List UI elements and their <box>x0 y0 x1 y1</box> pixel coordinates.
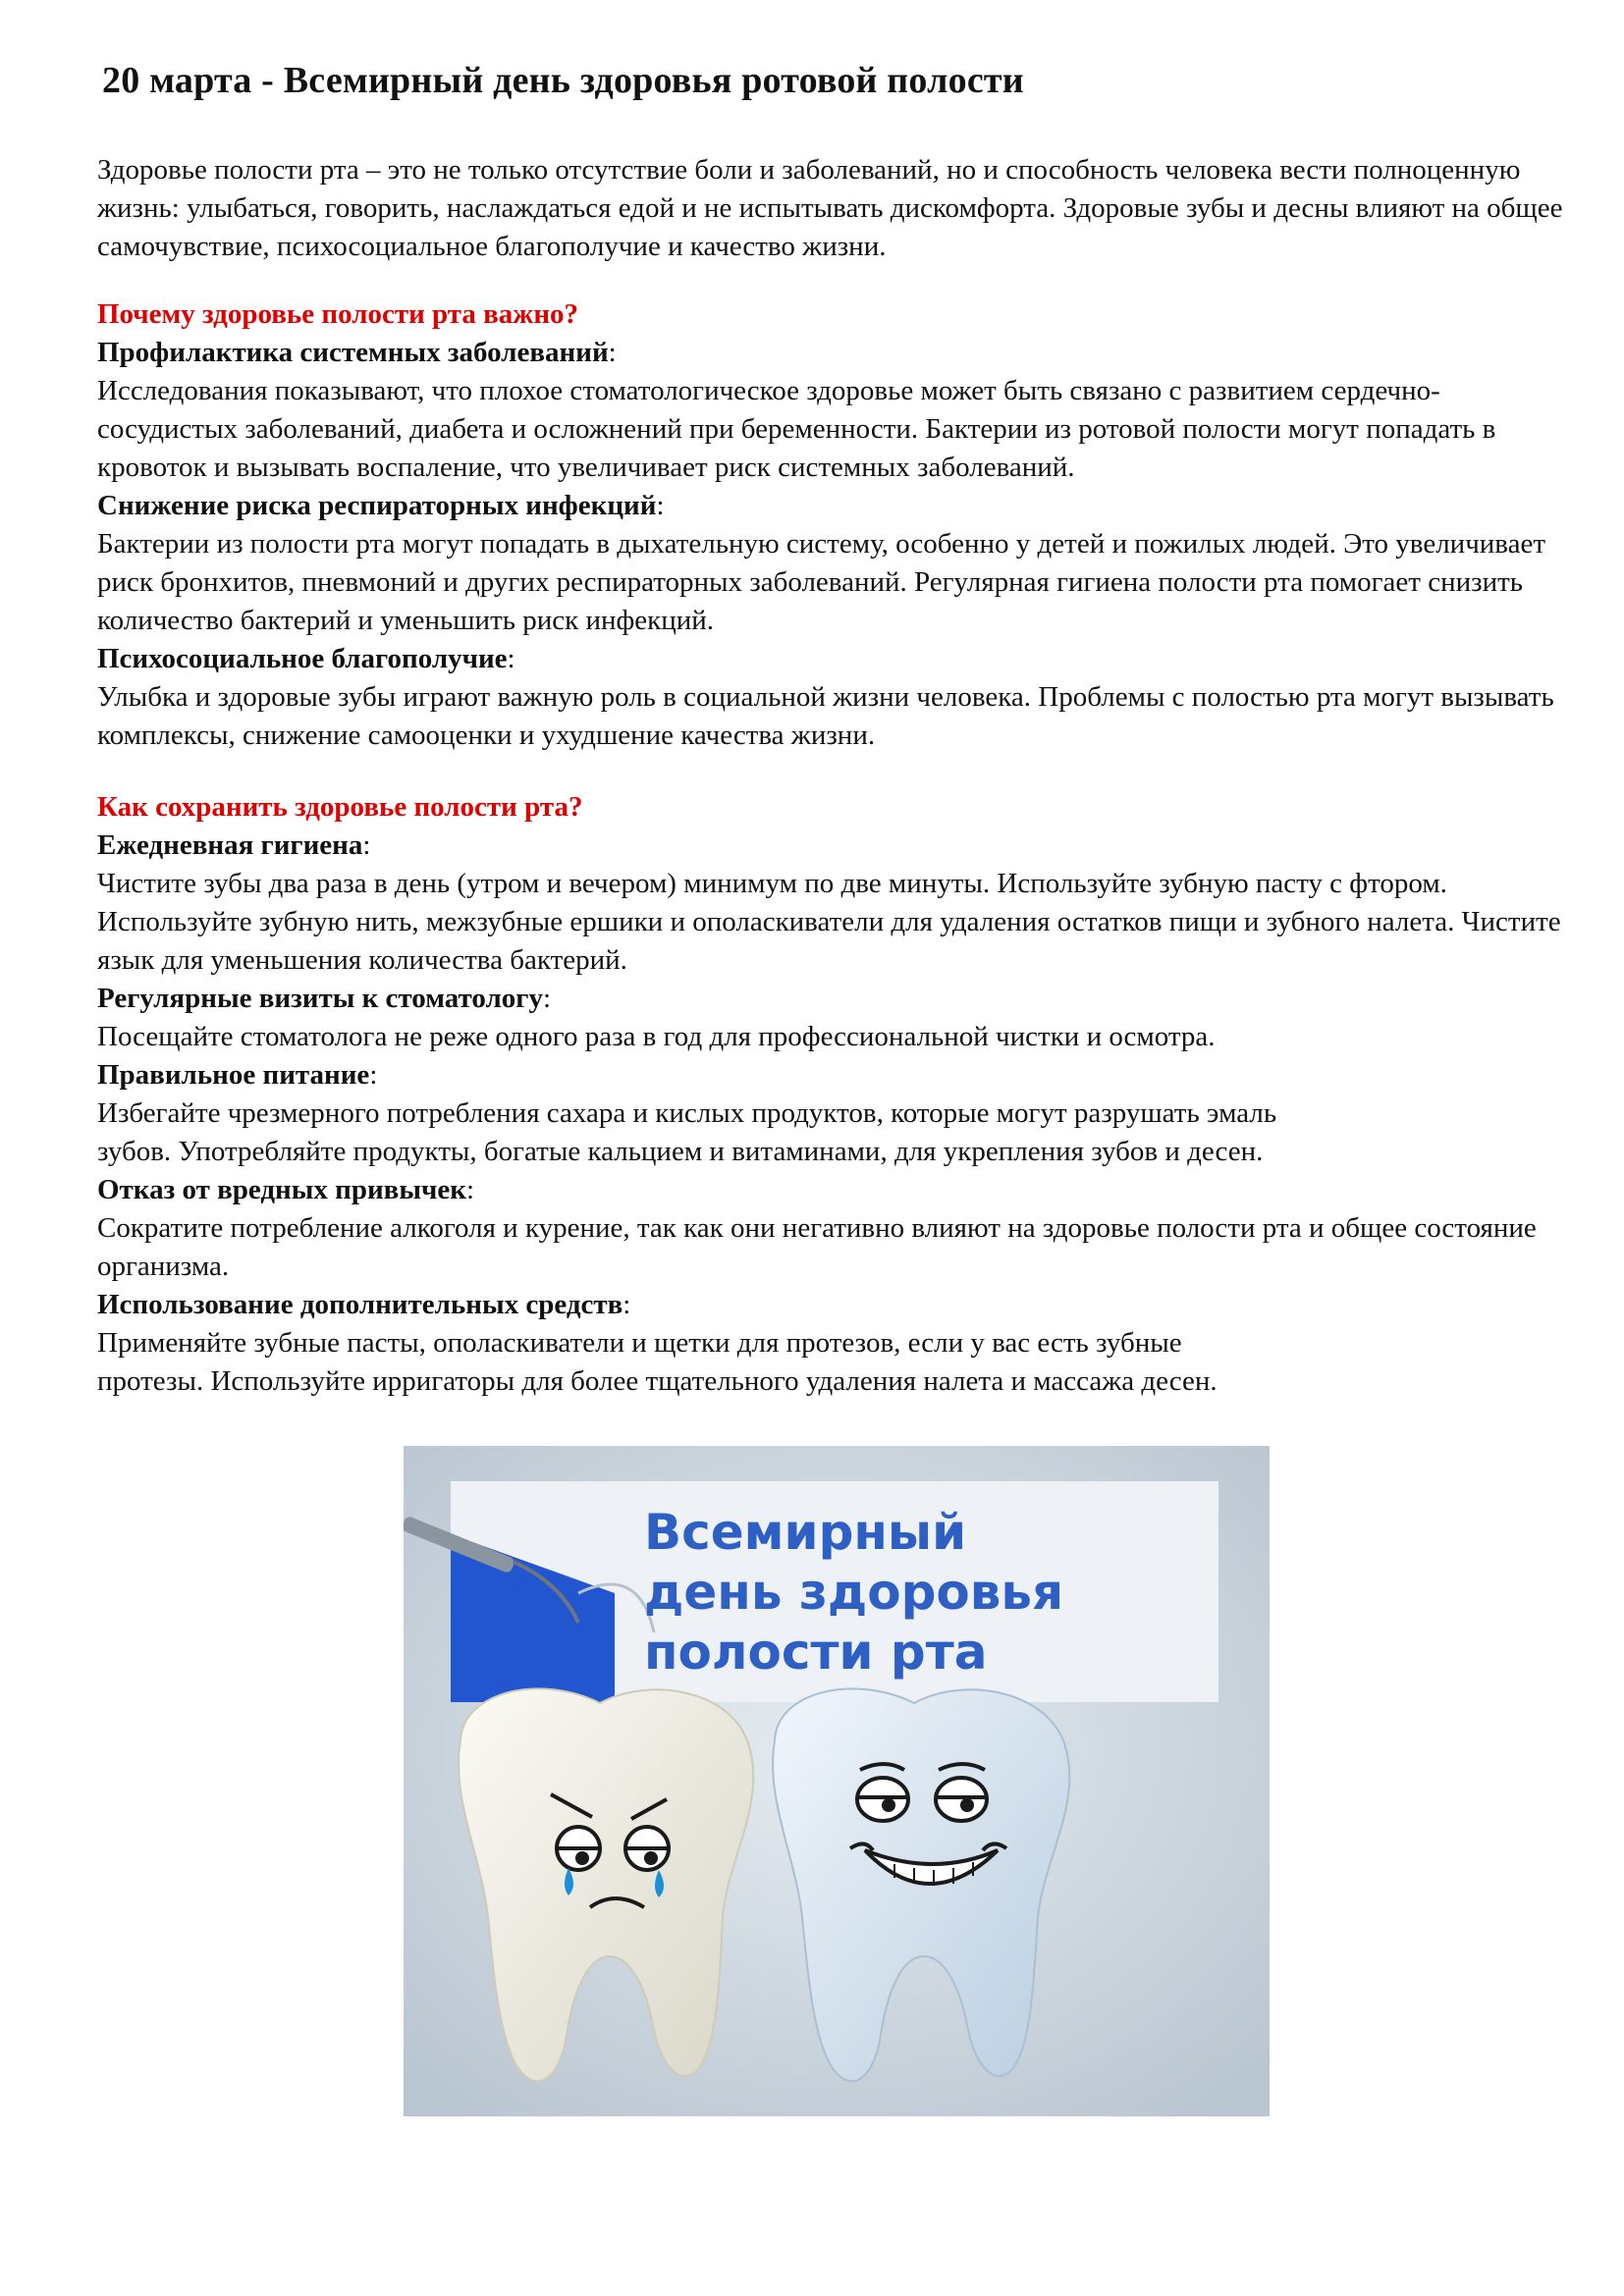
illustration-svg <box>404 1446 1270 2116</box>
banner-line-1: Всемирный <box>644 1504 967 1561</box>
section-heading-how-to-keep: Как сохранить здоровье полости рта? <box>97 791 583 823</box>
colon: : <box>507 643 515 674</box>
paragraph-additional-means-line-2: протезы. Используйте ирригаторы для более тщательного удаления налета и массажа десен. <box>97 1365 1218 1397</box>
banner-line-2: день здоровья <box>644 1564 1064 1621</box>
oral-health-day-illustration <box>404 1446 1270 2116</box>
colon: : <box>623 1289 631 1320</box>
document-body <box>97 151 1580 1401</box>
colon: : <box>369 1059 378 1091</box>
subheading-psychosocial <box>97 640 1580 678</box>
subheading-label: Отказ от вредных привычек <box>97 1174 466 1205</box>
subheading-respiratory-risk <box>97 487 1580 525</box>
colon: : <box>362 829 371 861</box>
paragraph-respiratory-risk: Бактерии из полости рта могут попадать в дыхательную систему, особенно у детей и пожилых людей. Это увеличивает риск бронхитов, пневмоний и других респираторных заболеваний. Регулярная гигиена полости рта помогает снизить количество бактерий и уменьшить риск инфекций. <box>97 528 1546 636</box>
subheading-systemic-prevention <box>97 334 1580 372</box>
subheading-nutrition <box>97 1056 1580 1095</box>
subheading-additional-means <box>97 1286 1580 1324</box>
paragraph-additional-means-line-1: Применяйте зубные пасты, ополаскиватели и щетки для протезов, если у вас есть зубные <box>97 1327 1182 1359</box>
colon: : <box>656 490 665 521</box>
intro-paragraph: Здоровье полости рта – это не только отсутствие боли и заболеваний, но и способность человека вести полноценную жизнь: улыбаться, говорить, наслаждаться едой и не испытывать дискомфорта. Здоровые зубы и десны влияют на общее самочувствие, психосоциальное благополучие и качество жизни. <box>97 154 1563 262</box>
subheading-label: Психосоциальное благополучие <box>97 643 508 674</box>
colon: : <box>542 983 552 1014</box>
paragraph-systemic-prevention: Исследования показывают, что плохое стоматологическое здоровье может быть связано с развитием сердечно-сосудистых заболеваний, диабета и осложнений при беременности. Бактерии из ротовой полости могут попадать в кровоток и вызывать воспаление, что увеличивает риск системных заболеваний. <box>97 375 1496 483</box>
subheading-bad-habits <box>97 1171 1580 1209</box>
subheading-label: Профилактика системных заболеваний <box>97 337 609 368</box>
subheading-dentist-visits <box>97 980 1580 1018</box>
subheading-label: Использование дополнительных средств <box>97 1289 623 1320</box>
colon: : <box>608 337 617 368</box>
section-heading-why-important: Почему здоровье полости рта важно? <box>97 298 579 330</box>
paragraph-daily-hygiene: Чистите зубы два раза в день (утром и вечером) минимум по две минуты. Используйте зубную пасту с фтором. Используйте зубную нить, межзубные ершики и ополаскиватели для удаления остатков пищи и зубного налета. Чистите язык для уменьшения количества бактерий. <box>97 868 1561 976</box>
subheading-label: Снижение риска респираторных инфекций <box>97 490 657 521</box>
subheading-label: Правильное питание <box>97 1059 370 1091</box>
subheading-label: Регулярные визиты к стоматологу <box>97 983 543 1014</box>
page-title: 20 марта - Всемирный день здоровья ротовой полости <box>102 60 1024 101</box>
subheading-label: Ежедневная гигиена <box>97 829 363 861</box>
paragraph-psychosocial: Улыбка и здоровые зубы играют важную роль в социальной жизни человека. Проблемы с полостью рта могут вызывать комплексы, снижение самооценки и ухудшение качества жизни. <box>97 681 1554 751</box>
colon: : <box>465 1174 474 1205</box>
paragraph-dentist-visits: Посещайте стоматолога не реже одного раза в год для профессиональной чистки и осмотра. <box>97 1021 1216 1052</box>
paragraph-nutrition-line-1: Избегайте чрезмерного потребления сахара и кислых продуктов, которые могут разрушать эмаль <box>97 1097 1277 1129</box>
paragraph-nutrition-line-2: зубов. Употребляйте продукты, богатые кальцием и витаминами, для укрепления зубов и десен. <box>97 1136 1264 1167</box>
subheading-daily-hygiene <box>97 827 1580 865</box>
paragraph-bad-habits: Сократите потребление алкоголя и курение, так как они негативно влияют на здоровье полости рта и общее состояние организма. <box>97 1212 1537 1282</box>
banner-line-3: полости рта <box>644 1624 988 1681</box>
